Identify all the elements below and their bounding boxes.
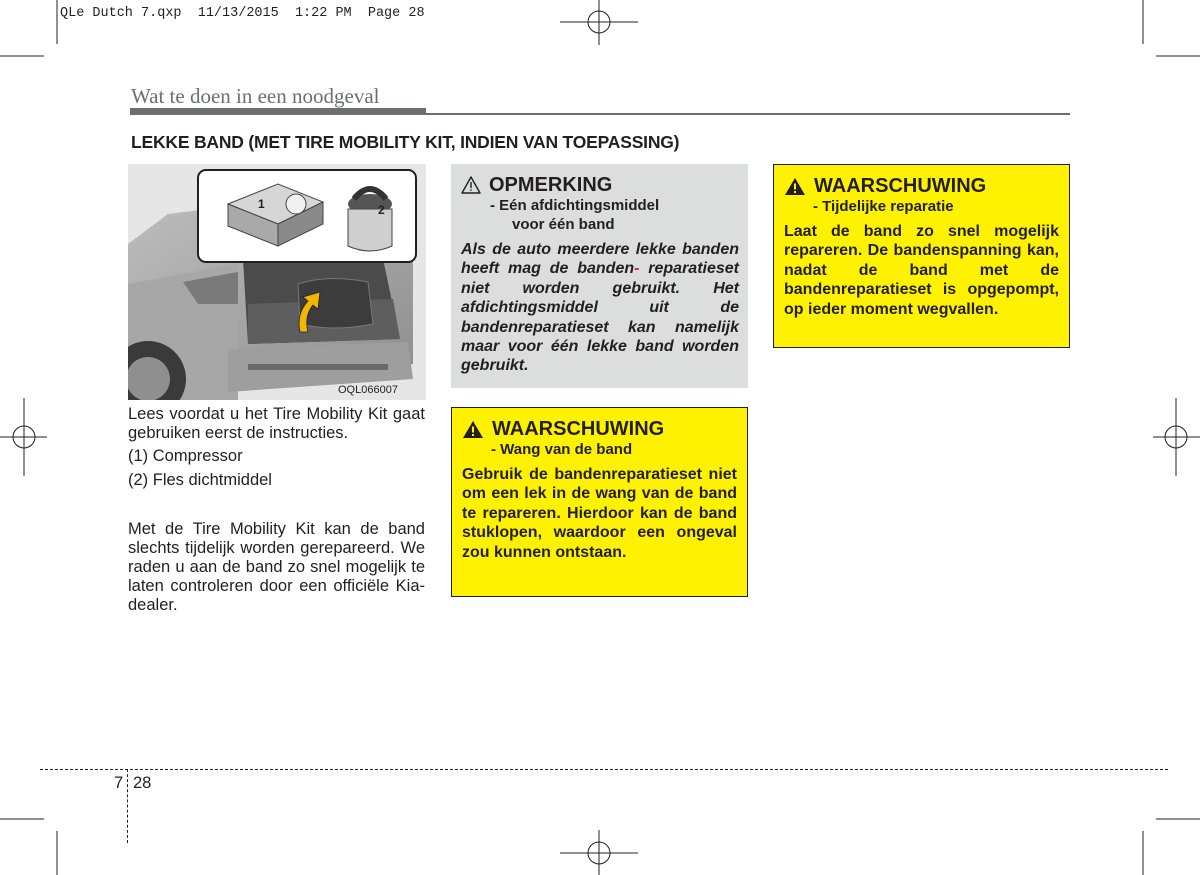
registration-mark-bottom bbox=[560, 830, 638, 875]
car-trunk-illustration bbox=[128, 164, 426, 400]
warning-sidewall-title: WAARSCHUWING bbox=[492, 418, 665, 440]
warning-temporary-box bbox=[773, 164, 1070, 348]
note-title: OPMERKING bbox=[489, 174, 613, 196]
caution-outline-icon bbox=[461, 176, 481, 194]
temporary-repair-paragraph: Met de Tire Mobility Kit kan de band slechts tijdelijk worden gerepareerd. We raden u aan de band zo snel mogelijk te laten controleren door een officiële Kia-dealer. bbox=[128, 520, 425, 614]
legend-compressor: (1) Compressor bbox=[128, 447, 243, 465]
registration-mark-top bbox=[560, 0, 638, 45]
print-slug: QLe Dutch 7.qxp 11/13/2015 1:22 PM Page 28 bbox=[60, 6, 425, 21]
warning-sidewall-title-row bbox=[462, 418, 737, 440]
warning-temporary-subtitle: - Tijdelijke reparatie bbox=[813, 198, 954, 215]
note-text bbox=[461, 240, 739, 376]
registration-mark-left bbox=[0, 398, 47, 476]
warning-sidewall-subtitle: - Wang van de band bbox=[491, 441, 633, 458]
page-number: 28 bbox=[133, 774, 152, 792]
tire-mobility-kit-figure bbox=[128, 164, 426, 400]
warning-sidewall-text: Gebruik de bandenreparatieset niet om een lek in de wang van de band te repareren. Hierdoor kan de band stuklopen, waardoor een ongeval zou kunnen ontstaan. bbox=[462, 466, 737, 561]
callout-2: 2 bbox=[378, 203, 385, 217]
figure-code: OQL066007 bbox=[338, 384, 398, 396]
section-rule-thick bbox=[130, 108, 426, 115]
note-box bbox=[451, 164, 748, 388]
note-hyphen: - bbox=[634, 260, 640, 278]
registration-mark-right bbox=[1153, 398, 1200, 476]
note-text-a: Als de auto meerdere lekke banden heeft mag de banden bbox=[461, 241, 739, 278]
warning-triangle-icon bbox=[784, 177, 806, 196]
callout-1: 1 bbox=[258, 197, 265, 211]
page-heading: LEKKE BAND (MET TIRE MOBILITY KIT, INDIEN VAN TOEPASSING) bbox=[131, 132, 680, 152]
footer-rule bbox=[40, 769, 1168, 770]
warning-temporary-text: Laat de band zo snel mogelijk repareren. De bandenspanning kan, nadat de band met de bandenreparatieset is opgepompt, op ieder moment wegvallen. bbox=[784, 223, 1059, 318]
warning-sidewall-box bbox=[451, 407, 748, 597]
warning-temporary-title: WAARSCHUWING bbox=[814, 175, 987, 197]
note-subtitle-2: voor één band bbox=[512, 216, 615, 233]
footer-divider bbox=[127, 769, 128, 843]
legend-sealant-bottle: (2) Fles dichtmiddel bbox=[128, 471, 272, 489]
section-title: Wat te doen in een noodgeval bbox=[131, 84, 380, 108]
warning-triangle-icon bbox=[462, 420, 484, 439]
note-text-b: reparatieset niet worden gebruikt. Het afdichtingsmiddel uit de bandenreparatieset kan namelijk maar voor één lekke band worden gebruikt. bbox=[461, 260, 739, 375]
note-subtitle-1: - Eén afdichtingsmiddel bbox=[490, 197, 660, 214]
chapter-number: 7 bbox=[114, 774, 124, 792]
section-rule-thin bbox=[426, 113, 1070, 115]
note-title-row bbox=[461, 174, 739, 196]
warning-temporary-title-row bbox=[784, 175, 1059, 197]
intro-paragraph: Lees voordat u het Tire Mobility Kit gaat gebruiken eerst de instructies. bbox=[128, 405, 425, 442]
